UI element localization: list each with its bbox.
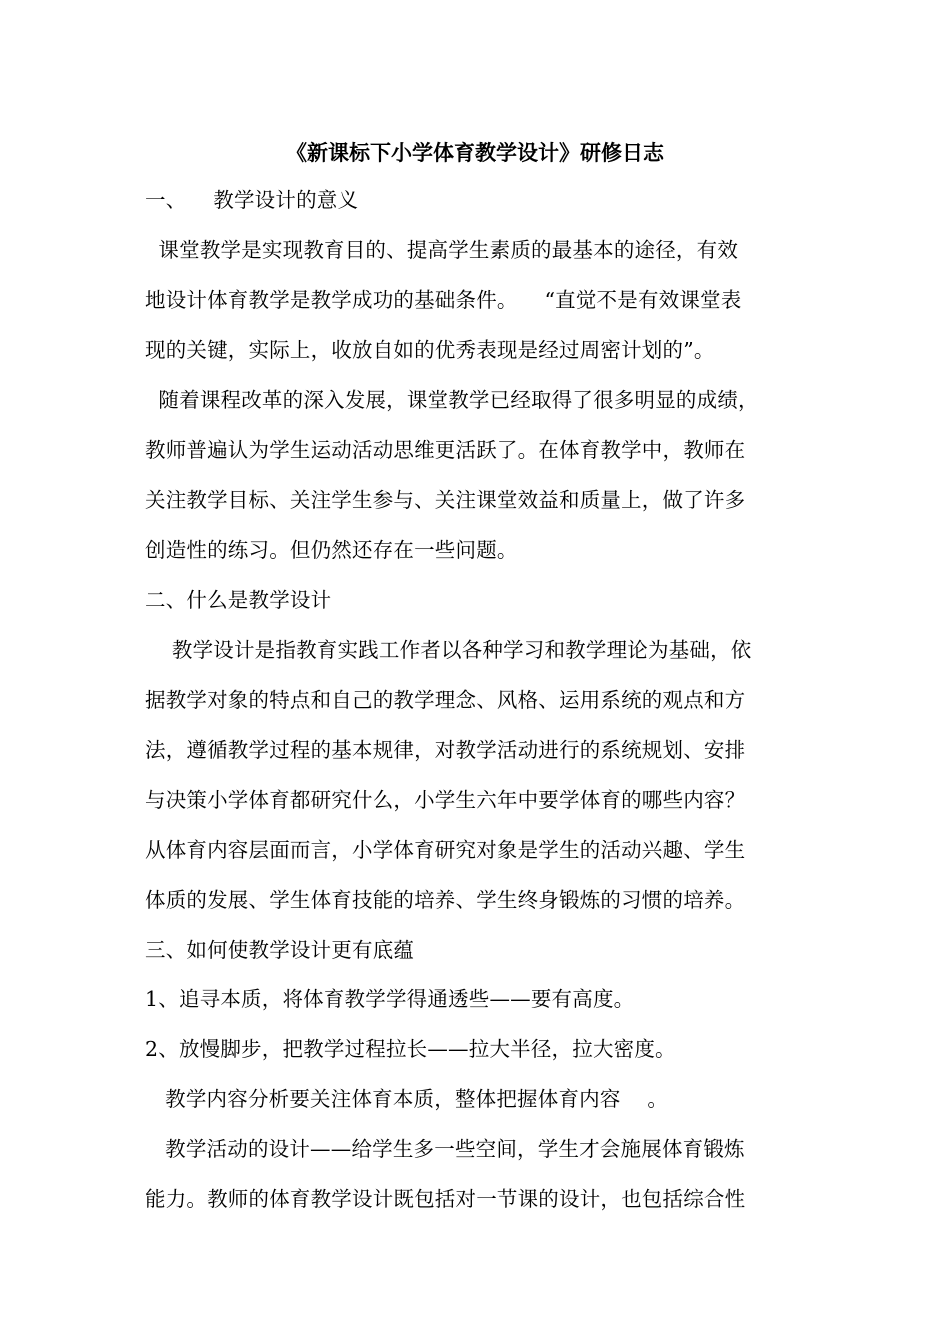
- paragraph-line: 教学内容分析要关注体育本质，整体把握体育内容 。: [145, 1087, 669, 1111]
- paragraph-line: 能力。教师的体育教学设计既包括对一节课的设计，也包括综合性: [145, 1187, 746, 1211]
- paragraph-line: 现的关键，实际上，收放自如的优秀表现是经过周密计划的”。: [145, 338, 715, 362]
- paragraph-line: 课堂教学是实现教育目的、提高学生素质的最基本的途径，有效: [145, 238, 739, 262]
- section-heading-1: 一、 教学设计的意义: [145, 188, 359, 212]
- paragraph-line: 教学设计是指教育实践工作者以各种学习和教学理论为基础，依: [145, 638, 752, 662]
- list-item: 2、放慢脚步，把教学过程拉长——拉大半径，拉大密度。: [145, 1037, 676, 1061]
- paragraph-line: 据教学对象的特点和自己的教学理念、风格、运用系统的观点和方: [145, 688, 746, 712]
- paragraph-line: 关注教学目标、关注学生参与、关注课堂效益和质量上，做了许多: [145, 488, 746, 512]
- document-title: 《新课标下小学体育教学设计》研修日志: [286, 140, 664, 165]
- paragraph-line: 地设计体育教学是教学成功的基础条件。 “直觉不是有效课堂表: [145, 288, 742, 312]
- paragraph-line: 法，遵循教学过程的基本规律，对教学活动进行的系统规划、安排: [145, 738, 746, 762]
- paragraph-line: 创造性的练习。但仍然还存在一些问题。: [145, 538, 518, 562]
- paragraph-line: 教师普遍认为学生运动活动思维更活跃了。在体育教学中，教师在: [145, 438, 746, 462]
- paragraph-line: 教学活动的设计——给学生多一些空间，学生才会施展体育锻炼: [145, 1137, 745, 1161]
- paragraph-line: 与决策小学体育都研究什么，小学生六年中要学体育的哪些内容？: [145, 788, 746, 812]
- section-heading-3: 三、如何使教学设计更有底蕴: [145, 938, 415, 962]
- list-item: 1、追寻本质，将体育教学学得通透些——要有高度。: [145, 987, 635, 1011]
- paragraph-line: 体质的发展、学生体育技能的培养、学生终身锻炼的习惯的培养。: [145, 888, 746, 912]
- paragraph-line: 从体育内容层面而言，小学体育研究对象是学生的活动兴趣、学生: [145, 838, 746, 862]
- paragraph-line: 随着课程改革的深入发展，课堂教学已经取得了很多明显的成绩，: [145, 388, 759, 412]
- section-heading-2: 二、什么是教学设计: [145, 588, 332, 612]
